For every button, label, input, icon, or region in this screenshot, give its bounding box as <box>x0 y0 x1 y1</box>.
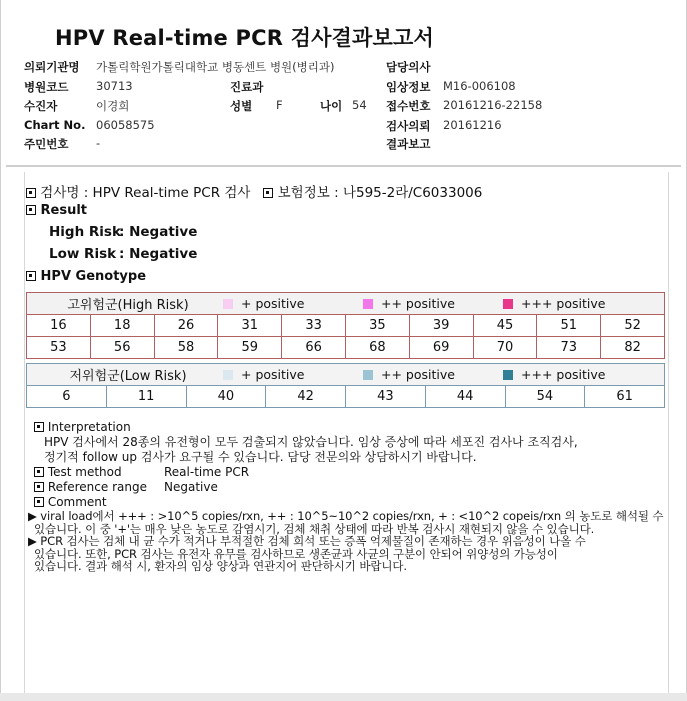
high-risk-label: High Risk <box>49 224 121 240</box>
genotype-cell: 52 <box>601 315 665 337</box>
genotype-cell: 16 <box>27 315 91 337</box>
legend-swatch <box>363 299 373 309</box>
low-risk-label: Low Risk <box>49 246 117 262</box>
legend-plus <box>223 296 363 311</box>
page-title: HPV Real-time PCR 검사결과보고서 <box>55 26 434 50</box>
genotype-cell: 31 <box>218 315 282 337</box>
institution-label: 의뢰기관명 <box>24 60 80 74</box>
legend-text: ++ positive <box>381 367 455 382</box>
checkbox-icon <box>34 482 44 492</box>
comment-2b: 있습니다. 또한, PCR 검사는 유전자 유무를 검사하므로 생존균과 사균의 구분이 안되어 위양성의 가능성이 <box>34 546 558 561</box>
dept-label: 진료과 <box>230 80 264 94</box>
comment-heading-text: Comment <box>47 495 107 509</box>
genotype-cell: 53 <box>27 337 91 359</box>
interpretation-section <box>28 420 664 573</box>
genotype-cell: 66 <box>282 337 346 359</box>
test-method-row <box>34 465 664 480</box>
hospital-code-value: 30713 <box>96 79 133 93</box>
test-method-value: Real-time PCR <box>164 465 250 479</box>
high-risk-result <box>49 224 197 240</box>
genotype-cell: 45 <box>473 315 537 337</box>
legend-swatch <box>503 370 513 380</box>
high-risk-value: : Negative <box>119 224 198 240</box>
legend-plus-plus-plus <box>503 367 605 382</box>
legend-text: ++ positive <box>381 296 455 311</box>
doctor-label: 담당의사 <box>386 60 431 74</box>
high-risk-header <box>27 293 665 315</box>
interpretation-heading-text: Interpretation <box>47 420 131 434</box>
gender-label: 성별 <box>230 99 253 113</box>
genotype-cell: 68 <box>345 337 409 359</box>
clinical-info-label: 임상정보 <box>386 80 431 94</box>
legend-plus-plus-plus <box>503 296 605 311</box>
receipt-no-value: 20161216-22158 <box>443 98 543 112</box>
request-date-value: 20161216 <box>443 118 502 132</box>
checkbox-icon <box>34 467 44 477</box>
genotype-cell: 70 <box>473 337 537 359</box>
legend-plus-plus <box>363 367 503 382</box>
comment-1b: 있습니다. 이 중 '+'는 매우 낮은 농도로 감염시기, 검체 채취 상태에 따라 반복 검사시 재현되지 않을 수 있습니다. <box>34 521 595 536</box>
reference-range-value: Negative <box>164 480 218 494</box>
legend-swatch <box>503 299 513 309</box>
high-risk-table <box>26 292 665 359</box>
genotype-cell: 40 <box>186 386 266 408</box>
high-risk-row-2 <box>27 337 665 359</box>
genotype-cell: 11 <box>106 386 186 408</box>
comment-1a: ▶ viral load에서 +++ : >10^5 copies/rxn, ++ : 10^5~10^2 copies/rxn, + : <10^2 copeis/rxn 의 농도로 해석될 수 <box>28 509 664 523</box>
genotype-cell: 51 <box>537 315 601 337</box>
legend-text: + positive <box>241 296 305 311</box>
low-risk-value: : Negative <box>119 246 198 262</box>
reference-range-row <box>34 480 664 495</box>
receipt-no-label: 접수번호 <box>386 99 431 113</box>
test-method-label: Test method <box>47 465 122 479</box>
legend-text: + positive <box>241 367 305 382</box>
genotype-cell: 35 <box>345 315 409 337</box>
comment-2c: 있습니다. 결과 해석 시, 환자의 임상 양상과 연관지어 판단하시기 바랍니다. <box>34 559 407 573</box>
clinical-info-value: M16-006108 <box>443 79 516 93</box>
resident-no-label: 주민번호 <box>24 137 69 151</box>
genotype-cell: 73 <box>537 337 601 359</box>
institution-value: 가톨릭학원가톨릭대학교 병동센트 병원(병리과) <box>96 60 335 74</box>
legend-swatch <box>223 370 233 380</box>
genotype-cell: 33 <box>282 315 346 337</box>
patient-label: 수진자 <box>24 99 58 113</box>
legend-plus <box>223 367 363 382</box>
genotype-cell: 56 <box>90 337 154 359</box>
genotype-cell: 54 <box>505 386 585 408</box>
gender-value: F <box>276 98 283 112</box>
exam-name: 검사명 : HPV Real-time PCR 검사 <box>40 185 251 201</box>
comment-heading <box>34 495 664 510</box>
checkbox-icon <box>26 205 36 215</box>
low-risk-header-row <box>27 364 665 386</box>
insurance-info: 보험정보 : 나595-2라/C6033006 <box>277 185 483 201</box>
checkbox-icon <box>34 497 44 507</box>
checkbox-icon <box>26 188 36 198</box>
resident-no-value: - <box>96 136 101 150</box>
genotype-cell: 43 <box>346 386 426 408</box>
low-risk-header <box>27 364 665 386</box>
checkbox-icon <box>34 422 44 432</box>
genotype-cell: 26 <box>154 315 218 337</box>
low-risk-group-label: 저위험군(Low Risk) <box>69 369 187 384</box>
request-date-label: 검사의뢰 <box>386 119 431 133</box>
age-label: 나이 <box>320 99 343 113</box>
header-divider <box>6 165 681 167</box>
exam-line <box>26 181 482 201</box>
chart-no-label: Chart No. <box>24 118 86 132</box>
genotype-cell: 82 <box>601 337 665 359</box>
legend-text: +++ positive <box>521 367 606 382</box>
high-risk-row-1 <box>27 315 665 337</box>
result-heading <box>26 203 87 218</box>
bottom-bar <box>0 693 687 701</box>
hospital-code-label: 병원코드 <box>24 80 69 94</box>
genotype-cell: 6 <box>27 386 107 408</box>
legend-plus-plus <box>363 296 503 311</box>
result-heading-text: Result <box>40 203 88 218</box>
interpretation-text-1: HPV 검사에서 28종의 유전형이 모두 검출되지 않았습니다. 임상 증상에 따라 세포진 검사나 조직검사, <box>44 435 578 449</box>
genotype-cell: 69 <box>409 337 473 359</box>
report-date-label: 결과보고 <box>386 137 431 151</box>
low-risk-table <box>26 363 665 408</box>
genotype-cell: 61 <box>585 386 665 408</box>
interpretation-heading <box>34 420 664 435</box>
genotype-cell: 59 <box>218 337 282 359</box>
genotype-cell: 39 <box>409 315 473 337</box>
interpretation-text-2: 정기적 follow up 검사가 요구될 수 있습니다. 담당 전문의와 상담하시기 바랍니다. <box>44 450 477 464</box>
checkbox-icon <box>26 271 36 281</box>
legend-swatch <box>223 299 233 309</box>
legend-swatch <box>363 370 373 380</box>
age-value: 54 <box>352 98 367 112</box>
low-risk-row-1 <box>27 386 665 408</box>
high-risk-header-row <box>27 293 665 315</box>
reference-range-label: Reference range <box>47 480 147 494</box>
genotype-cell: 18 <box>90 315 154 337</box>
genotype-heading-text: HPV Genotype <box>40 269 147 284</box>
genotype-heading <box>26 269 146 284</box>
genotype-cell: 44 <box>425 386 505 408</box>
legend-text: +++ positive <box>521 296 606 311</box>
comment-2a: ▶ PCR 검사는 검체 내 균 수가 적거나 부적절한 검체 희석 또는 증폭 억제물질이 존재하는 경우 위음성이 나올 수 <box>28 534 586 548</box>
genotype-cell: 42 <box>266 386 346 408</box>
high-risk-group-label: 고위험군(High Risk) <box>67 298 189 313</box>
patient-value: 이경희 <box>96 99 130 113</box>
genotype-cell: 58 <box>154 337 218 359</box>
checkbox-icon <box>263 188 273 198</box>
low-risk-result <box>49 246 197 262</box>
chart-no-value: 06058575 <box>96 118 155 132</box>
